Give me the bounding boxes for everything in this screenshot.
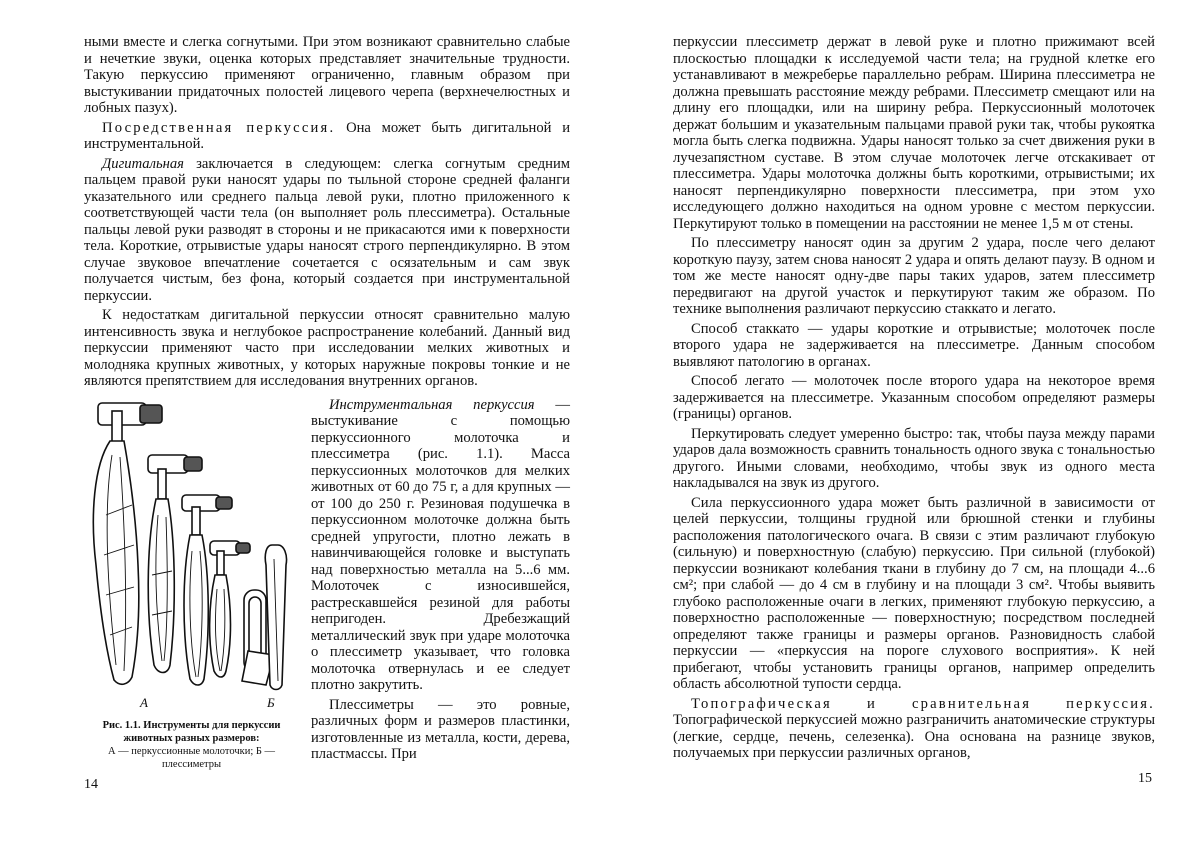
percussion-instruments-illustration <box>84 395 299 695</box>
section-heading: Посредственная перкуссия. <box>102 119 336 136</box>
paragraph: ными вместе и слегка согнутыми. При этом возникают сравнительно слабые и нечеткие звуки, оценка которых представляет значительные трудности. Такую перкуссию применяют ограниченно, главным образом при выстукивании придаточных полостей лицевого черепа (верхнечелюстных и лобных пазух). <box>84 34 570 116</box>
paragraph <box>311 397 570 694</box>
paragraph: перкуссии плессиметр держат в левой руке и плотно прижимают всей плоскостью площадки к исследуемой части тела; на грудной клетке его устанавливают в межреберье параллельно ребрам. Ширина плессиметра не должна превышать расстояние между ребрами. Плессиметр смещают или на длину его площадки, или на ширину ребра. Перкуссионный молоточек держат большим и указательным пальцами правой руки так, чтобы рукоятка могла быть слегка подвижна. Удары наносят только за счет движения руки в лучезапястном суставе. В этом случае молоточек легче отскакивает от плессиметра. Удары молоточка должны быть короткими, отрывистыми; их наносят перпендикулярно поверхности плессиметра, при этом ухо исследующего должно находиться на одном уровне с местом перкуссии. Перкутируют только в помещении на расстоянии не менее 1,5 м от стены. <box>673 34 1155 232</box>
page-number-right: 15 <box>1138 771 1152 786</box>
paragraph: По плессиметру наносят один за другим 2 удара, после чего делают короткую паузу, затем снова наносят 2 удара и опять делают паузу. В одном и том же месте наносят одну-две пары таких ударов, затем плессиметр передвигают на другой участок и перкутируют таким же образом. По технике выполнения различают перкуссию стаккато и легато. <box>673 235 1155 317</box>
paragraph <box>673 696 1155 762</box>
figure-caption <box>84 719 299 771</box>
figure-area <box>84 395 570 773</box>
section-heading: Топографическая и сравнительная перкуссия. <box>691 695 1155 712</box>
paragraph: К недостаткам дигитальной перкуссии относят сравнительно малую интенсивность звука и неглубокое распространение колебаний. Данный вид перкуссии применяют часто при исследовании мелких животных и молодняка крупных животных, у которых наружные покровы тонкие и не являются препятствием для исследования внутренних органов. <box>84 307 570 389</box>
paragraph: Перкутировать следует умеренно быстро: так, чтобы пауза между парами ударов дала возможность сравнить тональность одного звука с тональностью другого. Иными словами, необходимо, чтобы звук из одного места накладывался на звук из другого. <box>673 425 1155 491</box>
figure-label-b: Б <box>267 694 275 710</box>
figure-label-a: А <box>140 694 148 710</box>
paragraph: Способ стаккато — удары короткие и отрывистые; молоточек после второго удара не задерживается на плессиметре. Данным способом выявляют патологию в органах. <box>673 320 1155 370</box>
caption-text: А — перкуссионные молоточки; Б — плессиметры <box>107 745 276 770</box>
paragraph: Способ легато — молоточек после второго удара на некоторое время задерживается на плессиметре. Указанным способом определяют размеры (границы) органов. <box>673 373 1155 422</box>
figure-labels <box>84 695 299 715</box>
paragraph-text: заключается в следующем: слегка согнутым средним пальцем правой руки наносят удары по тыльной стороне средней фаланги указательного или среднего пальца левой руки, плотно приложенного к соответствующей части тела (он выполняет роль плессиметра). Остальные пальцы левой руки разводят в стороны и не прикасаются ими к поверхности тела. Короткие, отрывистые удары наносят строго перпендикулярно. В этом случае звуковое впечатление сочетается с осязательным и сам звук получается чистым, без фона, который создается при инструментальной перкуссии. <box>84 155 570 304</box>
page-number-left: 14 <box>84 777 98 792</box>
figure-side-text <box>311 397 570 763</box>
figure-1-1 <box>84 395 299 771</box>
caption-title: Рис. 1.1. Инструменты для перкуссии животных разных размеров: <box>102 719 281 744</box>
left-page <box>84 34 570 773</box>
paragraph: Плессиметры — это ровные, различных форм и размеров пластинки, изготовленные из металла, кости, дерева, пластмассы. При <box>311 696 570 762</box>
paragraph-text: Она может быть дигитальной и инструментальной. <box>84 119 570 152</box>
term: Дигитальная <box>102 155 184 172</box>
paragraph <box>84 120 570 153</box>
paragraph: Сила перкуссионного удара может быть различной в зависимости от целей перкуссии, толщины грудной или брюшной стенки и глубины расположения патологического очага. В связи с этим различают глубокую (сильную) и поверхностную (слабую) перкуссию. При сильной (глубокой) перкуссии возникают колебания ткани в глубину до 7 см, на площади 4...6 см²; при слабой — до 4 см в глубину и на площади 3 см². Чтобы выявить глубоко расположенные очаги в легких, применяют глубокую перкуссию, а поверхностно расположенные — поверхностную; посредством последней определяют также границы и размеры органов. Разновидность слабой перкуссии — «перкуссия на пороге слухового восприятия». К ней прибегают, чтобы установить границы органов, например определить область абсолютной тупости сердца. <box>673 494 1155 692</box>
right-page <box>673 34 1155 762</box>
paragraph <box>84 156 570 305</box>
term: Инструментальная перкуссия <box>329 396 535 413</box>
paragraph-text: — выстукивание с помощью перкуссионного молоточка и плессиметра (рис. 1.1). Масса перкуссионных молоточков для мелких животных от 60 до 75 г, а для крупных — от 100 до 250 г. Резиновая подушечка в перкуссионном молоточке должна быть средней упругости, плотно лежать в навинчивающейся головке и выступать над поверхностью металла на 5...6 мм. Молоточек с износившейся, растрескавшейся резиной для работы непригоден. Дребезжащий металлический звук при ударе молоточка о плессиметр указывает, что головка молоточка отвернулась и ее следует плотно закрутить. <box>311 396 570 693</box>
paragraph-text: Топографической перкуссией можно разграничить анатомические структуры (легкие, сердце, печень, селезенка). Она основана на разнице звуков, получаемых при перкуссии различных органов, <box>673 712 1155 761</box>
